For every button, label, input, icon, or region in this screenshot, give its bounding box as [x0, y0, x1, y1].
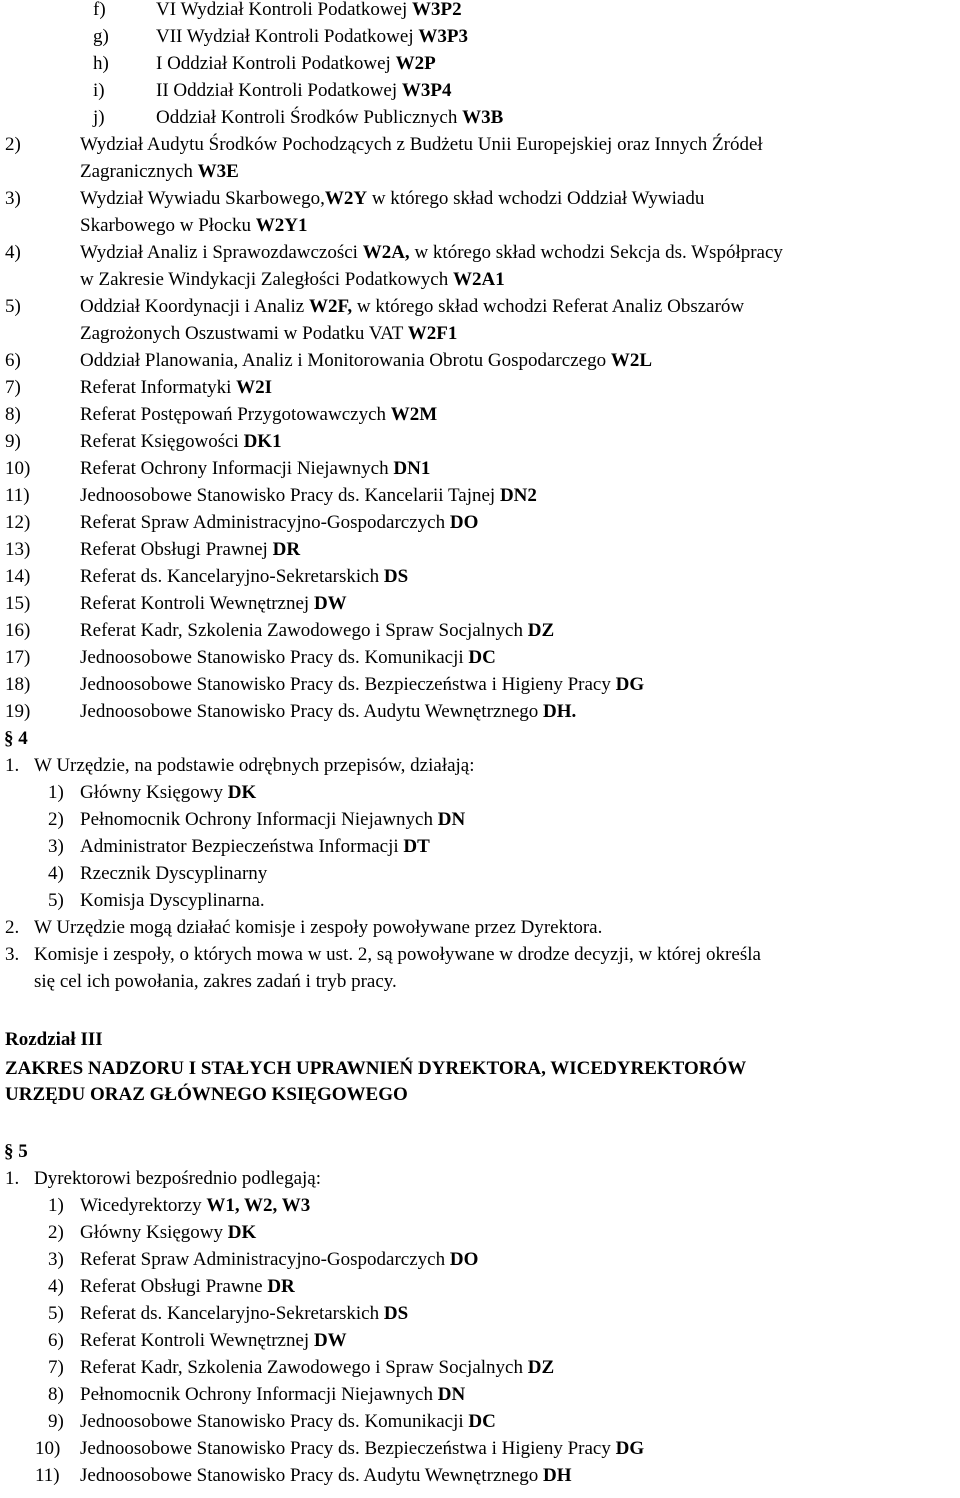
single-item-list: [0, 347, 960, 725]
multiline-item-list: [0, 131, 960, 347]
section-symbol: §: [4, 1141, 14, 1162]
list-item: [0, 455, 960, 482]
item-number: 2): [5, 134, 21, 155]
list-item: [0, 50, 960, 77]
item-text: Jednoosobowe Stanowisko Pracy ds. Bezpieczeństwa i Higieny Pracy: [80, 674, 616, 695]
paragraph-text: Komisje i zespoły, o których mowa w ust. 2, są powoływane w drodze decyzji, w której określa: [34, 944, 761, 965]
list-item: [0, 428, 960, 455]
item-number: 9): [48, 1411, 64, 1432]
unit-code: W2Y1: [255, 215, 308, 236]
item-text: Oddział Planowania, Analiz i Monitorowania Obrotu Gospodarczego: [80, 350, 611, 371]
item-number: 2): [48, 809, 64, 830]
item-number: 2): [48, 1222, 64, 1243]
item-number: 3): [48, 1249, 64, 1270]
list-item: [0, 1462, 960, 1489]
section-number: 5: [18, 1141, 28, 1162]
list-item: [0, 1435, 960, 1462]
list-item: [0, 1273, 960, 1300]
item-number: 5): [48, 1303, 64, 1324]
item-text: Referat Obsługi Prawne: [80, 1276, 268, 1297]
item-text: Referat Informatyki: [80, 377, 237, 398]
item-text: Jednoosobowe Stanowisko Pracy ds. Audytu Wewnętrznego: [80, 701, 544, 722]
paragraph-text: W Urzędzie mogą działać komisje i zespoły powoływane przez Dyrektora.: [34, 917, 603, 938]
list-item: [0, 1408, 960, 1435]
unit-code: W3B: [462, 107, 504, 128]
item-number: 1): [48, 782, 64, 803]
item-number: 9): [5, 431, 21, 452]
unit-code: W2L: [610, 350, 652, 371]
item-text: Jednoosobowe Stanowisko Pracy ds. Kancelarii Tajnej: [80, 485, 500, 506]
item-text: w Zakresie Windykacji Zaległości Podatkowych: [80, 269, 453, 290]
paragraph: [0, 752, 960, 779]
item-number: 18): [5, 674, 31, 695]
item-text: II Oddział Kontroli Podatkowej: [156, 80, 402, 101]
chapter-subtitle: URZĘDU ORAZ GŁÓWNEGO KSIĘGOWEGO: [5, 1084, 408, 1105]
list-item: [0, 239, 960, 266]
list-item: [0, 1381, 960, 1408]
item-text: Jednoosobowe Stanowisko Pracy ds. Bezpieczeństwa i Higieny Pracy: [80, 1438, 616, 1459]
item-number: 5): [48, 890, 64, 911]
unit-code: W3P3: [418, 26, 468, 47]
item-number: 15): [5, 593, 31, 614]
section-symbol: §: [4, 728, 14, 749]
item-text: Referat Kadr, Szkolenia Zawodowego i Spraw Socjalnych: [80, 1357, 528, 1378]
item-text: Jednoosobowe Stanowisko Pracy ds. Audytu Wewnętrznego: [80, 1465, 544, 1486]
item-text: Główny Księgowy: [80, 1222, 228, 1243]
list-item: [0, 644, 960, 671]
paragraph-number: 1.: [5, 755, 20, 776]
unit-code: W2F1: [407, 323, 458, 344]
paragraph-number: 2.: [5, 917, 20, 938]
paragraph-text: W Urzędzie, na podstawie odrębnych przepisów, działają:: [34, 755, 475, 776]
item-number: 6): [48, 1330, 64, 1351]
list-item: [0, 1219, 960, 1246]
unit-code: W3P4: [401, 80, 452, 101]
item-text: Zagrożonych Oszustwami w Podatku VAT: [80, 323, 408, 344]
unit-code: DS: [383, 566, 409, 587]
list-item: [0, 617, 960, 644]
list-item: [0, 698, 960, 725]
unit-code: W2A,: [362, 242, 410, 263]
list-item: [0, 671, 960, 698]
item-number: 10): [5, 458, 31, 479]
item-number: 1): [48, 1195, 64, 1216]
paragraph-number: 1.: [5, 1168, 20, 1189]
list-item: [0, 131, 960, 158]
item-text: Referat Postępowań Przygotowawczych: [80, 404, 391, 425]
item-text: Referat Kontroli Wewnętrznej: [80, 593, 314, 614]
list-item: [0, 860, 960, 887]
item-number: j): [93, 107, 105, 128]
item-number: 17): [5, 647, 31, 668]
unit-code: DK: [227, 1222, 257, 1243]
unit-code: DO: [449, 1249, 479, 1270]
item-text: w którego skład wchodzi Referat Analiz Obszarów: [352, 296, 745, 317]
unit-code: W2A1: [452, 269, 505, 290]
paragraph: [0, 1165, 960, 1192]
item-text: Referat Obsługi Prawnej: [80, 539, 273, 560]
item-number: g): [93, 26, 109, 47]
spacer: [0, 1107, 960, 1138]
list-item: [0, 374, 960, 401]
item-text: Referat Księgowości: [80, 431, 244, 452]
item-text: Wydział Audytu Środków Pochodzących z Budżetu Unii Europejskiej oraz Innych Źródeł: [80, 134, 763, 155]
list-item: [0, 806, 960, 833]
list-item: [0, 1354, 960, 1381]
list-item: [0, 563, 960, 590]
item-number: 12): [5, 512, 31, 533]
item-text: Jednoosobowe Stanowisko Pracy ds. Komunikacji: [80, 1411, 469, 1432]
unit-code: DT: [403, 836, 430, 857]
item-number: f): [93, 0, 106, 20]
paragraph-text: się cel ich powołania, zakres zadań i tryb pracy.: [34, 971, 397, 992]
item-number: 16): [5, 620, 31, 641]
unit-code: DN: [437, 1384, 466, 1405]
item-text: Oddział Kontroli Środków Publicznych: [156, 107, 463, 128]
list-item: [0, 1246, 960, 1273]
paragraph: [0, 914, 960, 941]
item-number: 3): [48, 836, 64, 857]
unit-code: DR: [267, 1276, 295, 1297]
item-number: h): [93, 53, 109, 74]
list-item: [0, 185, 960, 212]
sublist: [0, 1192, 960, 1489]
list-item: [0, 23, 960, 50]
subitem-list: [0, 0, 960, 131]
item-text: Wicedyrektorzy: [80, 1195, 207, 1216]
unit-code: DH.: [543, 701, 577, 722]
unit-code: DZ: [527, 620, 555, 641]
item-text: Referat Spraw Administracyjno-Gospodarczych: [80, 1249, 450, 1270]
unit-code: DG: [615, 674, 645, 695]
list-item: [0, 0, 960, 23]
list-item: [0, 887, 960, 914]
item-text: w którego skład wchodzi Oddział Wywiadu: [367, 188, 705, 209]
unit-code: DW: [313, 1330, 347, 1351]
item-number: 7): [48, 1357, 64, 1378]
item-text: Główny Księgowy: [80, 782, 228, 803]
item-number: 5): [5, 296, 21, 317]
item-text: Pełnomocnik Ochrony Informacji Niejawnych: [80, 809, 438, 830]
unit-code: DH: [543, 1465, 572, 1486]
item-number: 14): [5, 566, 31, 587]
list-item: [0, 77, 960, 104]
item-number: 3): [5, 188, 21, 209]
list-item: [0, 347, 960, 374]
unit-code: DR: [272, 539, 301, 560]
unit-code: DK1: [243, 431, 282, 452]
unit-code: DC: [468, 1411, 496, 1432]
unit-code: W2Y: [324, 188, 368, 209]
item-text: Komisja Dyscyplinarna.: [80, 890, 265, 911]
item-text: I Oddział Kontroli Podatkowej: [156, 53, 396, 74]
spacer: [0, 995, 960, 1026]
item-text: Administrator Bezpieczeństwa Informacji: [80, 836, 404, 857]
paragraph-number: 3.: [5, 944, 20, 965]
list-item: [0, 401, 960, 428]
item-number: 4): [48, 863, 64, 884]
item-number: 11): [35, 1465, 60, 1486]
unit-code: W3P2: [412, 0, 462, 20]
item-text: Referat Spraw Administracyjno-Gospodarczych: [80, 512, 450, 533]
list-item-continuation: [0, 158, 960, 185]
item-number: 7): [5, 377, 21, 398]
item-text: VI Wydział Kontroli Podatkowej: [156, 0, 413, 20]
item-number: 8): [5, 404, 21, 425]
item-text: Referat Ochrony Informacji Niejawnych: [80, 458, 394, 479]
unit-code: W2M: [390, 404, 438, 425]
item-text: Referat Kontroli Wewnętrznej: [80, 1330, 314, 1351]
item-number: 10): [35, 1438, 61, 1459]
list-item: [0, 536, 960, 563]
item-text: Referat Kadr, Szkolenia Zawodowego i Spraw Socjalnych: [80, 620, 528, 641]
unit-code: W2I: [236, 377, 273, 398]
list-item: [0, 104, 960, 131]
unit-code: DS: [383, 1303, 409, 1324]
list-item: [0, 1327, 960, 1354]
item-number: 13): [5, 539, 31, 560]
section-number: 4: [18, 728, 28, 749]
list-item: [0, 509, 960, 536]
unit-code: W1, W2, W3: [206, 1195, 311, 1216]
item-number: 8): [48, 1384, 64, 1405]
unit-code: DG: [615, 1438, 645, 1459]
item-text: Skarbowego w Płocku: [80, 215, 256, 236]
list-item-continuation: [0, 266, 960, 293]
unit-code: DN2: [499, 485, 537, 506]
paragraph: [0, 941, 960, 968]
item-number: 4): [48, 1276, 64, 1297]
unit-code: DN: [437, 809, 466, 830]
paragraph-text: Dyrektorowi bezpośrednio podlegają:: [34, 1168, 322, 1189]
list-item: [0, 1192, 960, 1219]
item-text: Rzecznik Dyscyplinarny: [80, 863, 268, 884]
unit-code: DW: [313, 593, 347, 614]
list-item-continuation: [0, 320, 960, 347]
list-item: [0, 482, 960, 509]
unit-code: W3E: [197, 161, 239, 182]
item-text: Zagranicznych: [80, 161, 198, 182]
list-item: [0, 1300, 960, 1327]
list-item: [0, 590, 960, 617]
unit-code: W2P: [395, 53, 436, 74]
chapter-title: Rozdział III: [5, 1029, 103, 1050]
unit-code: DN1: [393, 458, 431, 479]
item-text: Referat ds. Kancelaryjno-Sekretarskich: [80, 566, 384, 587]
list-item: [0, 293, 960, 320]
item-text: Pełnomocnik Ochrony Informacji Niejawnych: [80, 1384, 438, 1405]
item-text: Referat ds. Kancelaryjno-Sekretarskich: [80, 1303, 384, 1324]
item-number: 4): [5, 242, 21, 263]
item-number: 19): [5, 701, 31, 722]
list-item: [0, 833, 960, 860]
item-text: VII Wydział Kontroli Podatkowej: [156, 26, 419, 47]
unit-code: DO: [449, 512, 479, 533]
item-number: 11): [5, 485, 30, 506]
section-heading-4: [0, 725, 960, 752]
unit-code: DK: [227, 782, 257, 803]
section-heading-5: [0, 1138, 960, 1165]
paragraph-continuation: [0, 968, 960, 995]
item-text: Oddział Koordynacji i Analiz: [80, 296, 309, 317]
chapter-subtitle: ZAKRES NADZORU I STAŁYCH UPRAWNIEŃ DYREKTORA, WICEDYREKTORÓW: [5, 1058, 747, 1079]
list-item-continuation: [0, 212, 960, 239]
item-text: Jednoosobowe Stanowisko Pracy ds. Komunikacji: [80, 647, 469, 668]
item-number: 6): [5, 350, 21, 371]
unit-code: W2F,: [309, 296, 353, 317]
item-text: Wydział Analiz i Sprawozdawczości: [80, 242, 363, 263]
item-text: w którego skład wchodzi Sekcja ds. Współpracy: [409, 242, 783, 263]
sublist: [0, 779, 960, 914]
unit-code: DZ: [527, 1357, 555, 1378]
unit-code: DC: [468, 647, 496, 668]
list-item: [0, 779, 960, 806]
item-text: Wydział Wywiadu Skarbowego,: [80, 188, 325, 209]
item-number: i): [93, 80, 105, 101]
